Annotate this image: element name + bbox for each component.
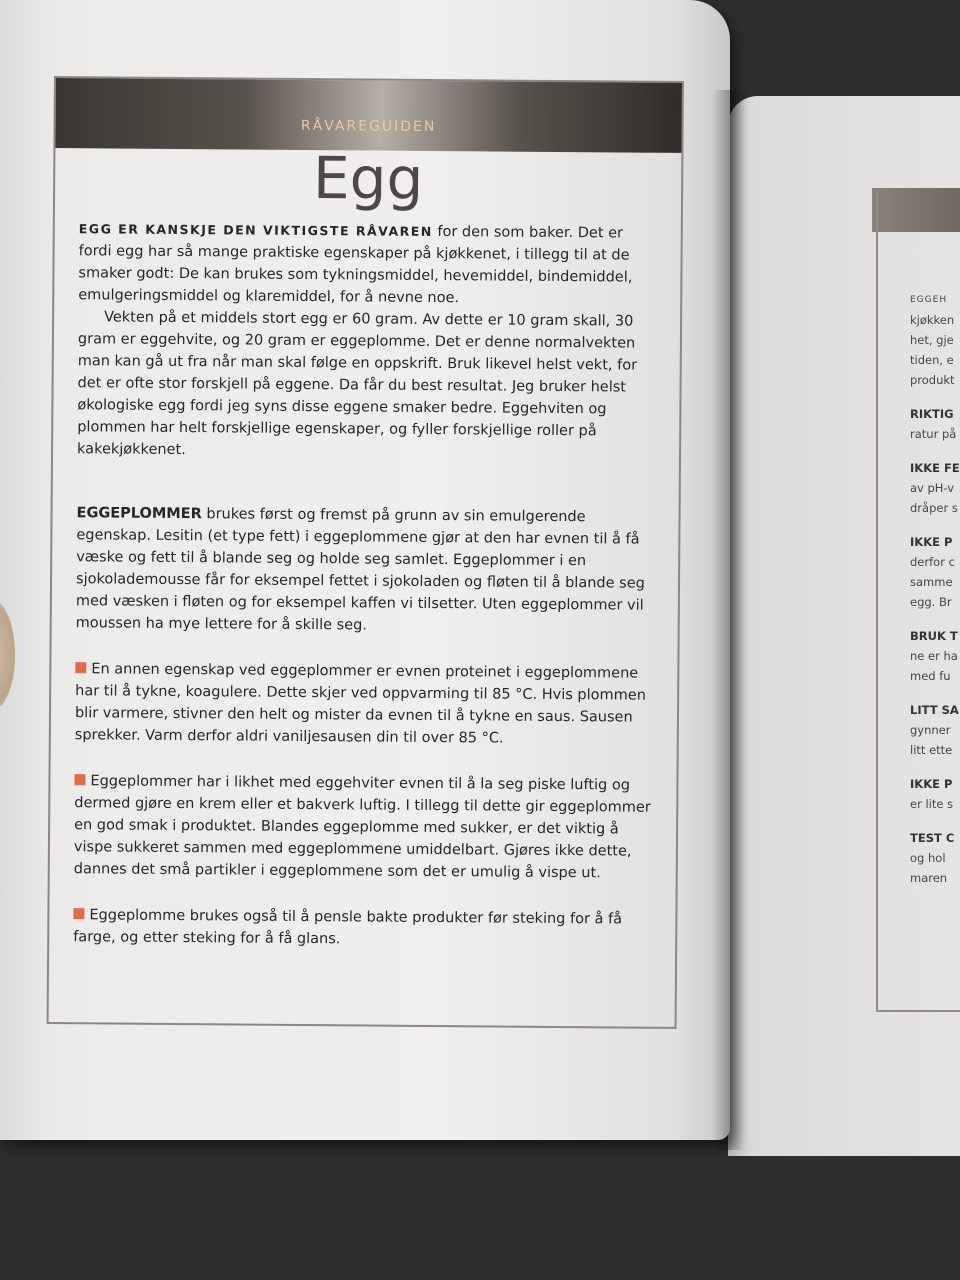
right-page-line: produkt	[910, 373, 955, 387]
book-gutter-shadow	[712, 90, 746, 1150]
bullet-square-icon	[74, 774, 85, 785]
bullet-paragraph-2	[74, 770, 655, 885]
right-page-line: EGGEH	[910, 295, 948, 305]
right-page-line: av pH-v	[910, 481, 955, 495]
yolk-text: brukes først og fremst på grunn av sin emulgerende egenskap. Lesitin (et type fett) i eggeplommene gjør at den har evnen til å få væske og fett til å blande seg og holde seg samlet. Eggeplommer i en sjokolademousse får for eksempel fettet i sjokoladen og fløten til å blande seg med væsken i fløten og for eksempel kaffen vi tilsetter. Uten eggeplommer vil moussen ha mye lettere for å skille seg.	[75, 506, 645, 634]
bullet-text-1: En annen egenskap ved eggeplommer er evnen proteinet i eggeplommene har til å tykne, koagulere. Dette skjer ved oppvarming til 85 °C. Hvis plommen blir varmere, stivner den helt og mister da evnen til å tykne en saus. Sausen sprekker. Varm derfor aldri vaniljesausen din til over 85 °C.	[74, 661, 646, 747]
right-page-line: gynner	[910, 723, 951, 737]
right-page-line: litt ette	[910, 743, 953, 757]
bullet-text-3: Eggeplomme brukes også til å pensle bakte produkter før steking for å få farge, og etter steking for å få glans.	[73, 907, 623, 948]
right-page-line: IKKE P	[910, 535, 953, 549]
right-page-line: egg. Br	[910, 595, 952, 609]
article-body	[73, 218, 659, 953]
right-page-line: ratur på	[910, 427, 957, 441]
right-page-line: derfor c	[910, 555, 955, 569]
right-page-line: med fu	[910, 669, 951, 683]
bullet-paragraph-1	[75, 658, 656, 751]
right-page-line: tiden, e	[910, 353, 954, 367]
intro-lead: EGG ER KANSKJE DEN VIKTIGSTE RÅVAREN	[78, 221, 433, 239]
right-page-line: dråper s	[910, 501, 958, 515]
bullet-square-icon	[75, 662, 86, 673]
header-bar	[55, 78, 682, 153]
right-page-line: er lite s	[910, 797, 954, 811]
bullet-square-icon	[73, 908, 84, 919]
right-page-text	[910, 290, 960, 888]
intro-paragraph	[78, 218, 659, 311]
right-page-line: het, gje	[910, 333, 954, 347]
right-page-line: maren	[910, 871, 948, 885]
yolk-paragraph	[76, 502, 657, 639]
content-frame	[47, 76, 684, 1029]
bullet-text-2: Eggeplommer har i likhet med eggehviter evnen til å la seg piske luftig og dermed gjøre en krem eller et bakverk luftig. I tillegg til dette gir eggeplommer en god smak i produktet. Blandes eggeplomme med sukker, er det viktig å vispe sukkeret sammen med eggeplommene umiddelbart. Gjøres ikke dette, dannes det små partikler i eggeplommene som det er umulig å vispe ut.	[73, 773, 651, 882]
right-page-line: IKKE FE	[910, 461, 960, 475]
right-page-line: RIKTIG	[910, 407, 954, 421]
right-page-line: IKKE P	[910, 777, 953, 791]
yolk-heading: EGGEPLOMMER	[76, 505, 202, 523]
right-page-line: samme	[910, 575, 953, 589]
right-page-line: kjøkken	[910, 313, 955, 327]
right-page-line: og hol	[910, 851, 946, 865]
page-title: Egg	[312, 144, 424, 213]
right-page-line: ne er ha	[910, 649, 958, 663]
bullet-paragraph-3	[73, 904, 653, 953]
right-page-line: BRUK T	[910, 629, 958, 643]
intro-text: for den som baker. Det er fordi egg har så mange praktiske egenskaper på kjøkkenet, i tillegg til at de smaker godt: De kan brukes som tykningsmiddel, hevemiddel, bindemiddel, emulgeringsmiddel og klaremiddel, for å nevne noe.	[78, 223, 633, 307]
weight-paragraph: Vekten på et middels stort egg er 60 gram. Av dette er 10 gram skall, 30 gram er eggehvite, og 20 gram er eggeplomme. Det er denne normalvekten man kan gå ut fra når man skal følge en oppskrift. Bruk likevel helst vekt, for det er ofte stor forskjell på eggene. Da får du best resultat. Jeg bruker helst økologiske egg fordi jeg syns disse eggene smaker bedre. Eggehviten og plommen har helt forskjellige egenskaper, og fyller forskjellige roller på kakekjøkkenet.	[77, 309, 638, 459]
right-page-line: TEST C	[910, 831, 955, 845]
right-page-line: LITT SA	[910, 703, 959, 717]
section-label: RÅVAREGUIDEN	[300, 117, 437, 136]
